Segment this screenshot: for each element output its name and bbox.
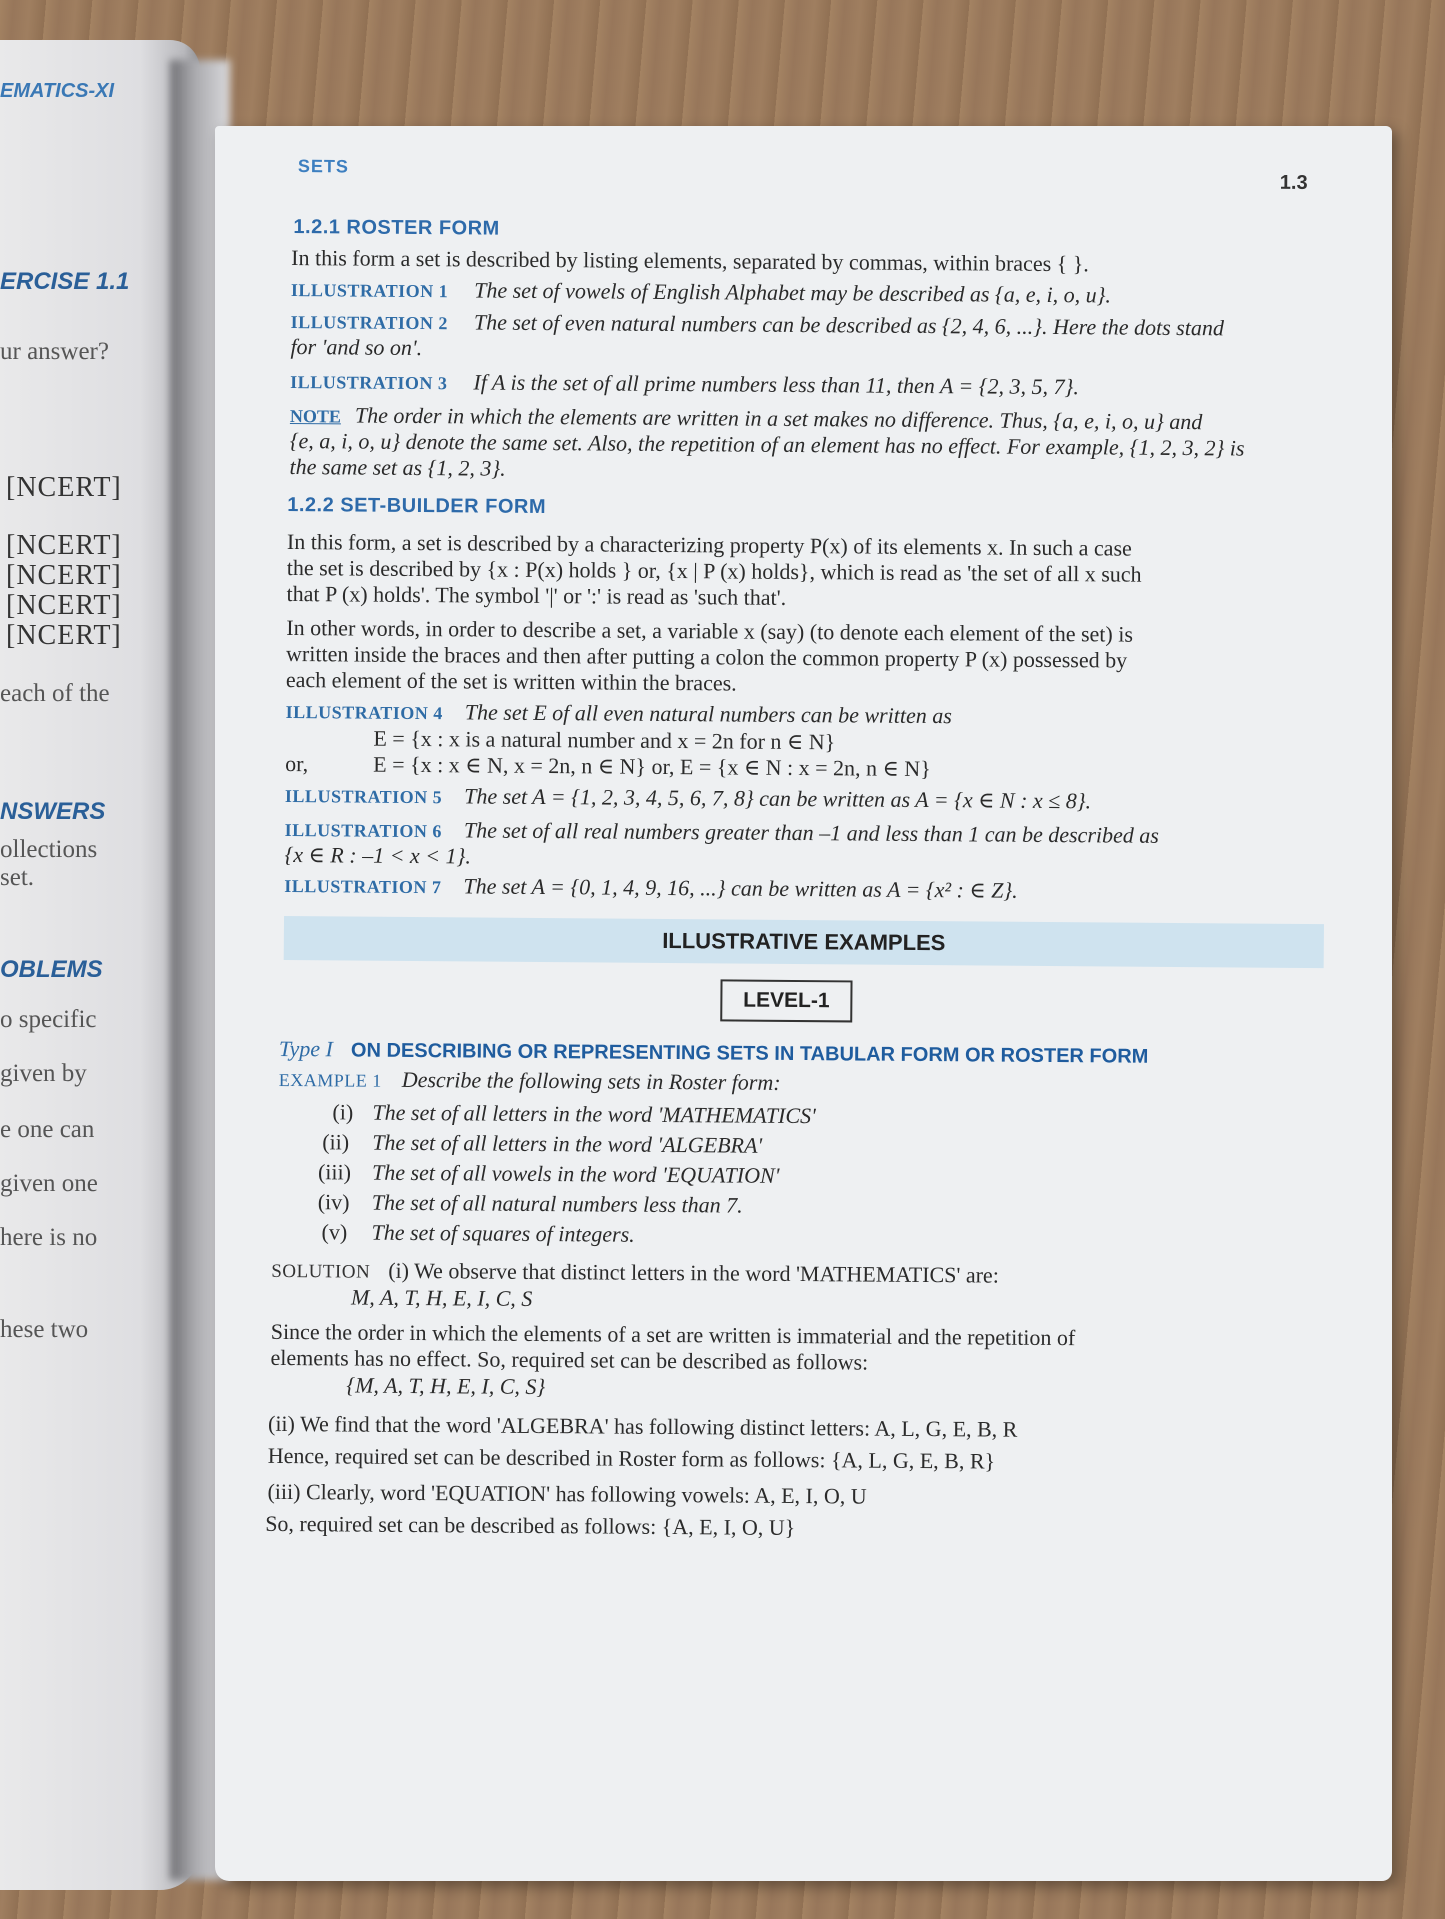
solution-line-7: So, required set can be described as follows: {A, E, I, O, U}	[265, 1510, 796, 1541]
item-number: (ii)	[322, 1129, 350, 1155]
left-ncert-tag: [NCERT]	[6, 560, 122, 591]
illustration-text: The set of vowels of English Alphabet may be described as {a, e, i, o, u}.	[474, 277, 1112, 308]
item-text: The set of all vowels in the word 'EQUATION'	[371, 1159, 780, 1188]
illustration-text: The set E of all even natural numbers can be written as	[464, 699, 952, 729]
solution-line-6: (iii) Clearly, word 'EQUATION' has following vowels: A, E, I, O, U	[267, 1478, 867, 1509]
left-fragment: e one can	[0, 1116, 95, 1143]
example-item	[321, 1218, 634, 1248]
page-number: 1.3	[1279, 171, 1308, 194]
running-head: SETS	[297, 156, 350, 177]
illustration-2	[291, 308, 1224, 341]
setbuilder-para2-line2: written inside the braces and then after putting a colon the common property P (x) possessed by	[285, 640, 1128, 673]
left-ncert-tag: [NCERT]	[6, 472, 122, 503]
left-ncert-tag: [NCERT]	[6, 530, 122, 561]
left-fragment: here is no	[0, 1224, 98, 1251]
section-heading-set-builder: 1.2.2 SET-BUILDER FORM	[287, 493, 547, 519]
illustrative-examples-banner	[284, 916, 1324, 968]
type-heading	[279, 1036, 1149, 1069]
illustration-label: ILLUSTRATION 3	[290, 372, 448, 394]
equation-e2: E = {x : x ∈ N, x = 2n, n ∈ N} or, E = {x ∈ N : x = 2n, n ∈ N}	[373, 751, 931, 782]
solution-set-1: {M, A, T, H, E, I, C, S}	[346, 1372, 546, 1400]
item-text: The set of squares of integers.	[371, 1219, 635, 1247]
illustration-label: ILLUSTRATION 4	[285, 701, 443, 724]
illustration-3	[290, 368, 1079, 400]
illustration-label: ILLUSTRATION 6	[284, 819, 442, 842]
left-fragment: ur answer?	[0, 338, 109, 365]
solution-line-5: Hence, required set can be described in Roster form as follows: {A, L, G, E, B, R}	[267, 1442, 996, 1474]
left-fragment: given one	[0, 1170, 98, 1197]
item-text: The set of all letters in the word 'MATHEMATICS'	[372, 1099, 816, 1129]
item-number: (i)	[332, 1099, 354, 1125]
note-line-2: {e, a, i, o, u} denote the same set. Also, the repetition of an element has no effect. For example, {1, 2, 3, 2} is	[289, 428, 1245, 461]
left-ncert-tag: [NCERT]	[6, 620, 122, 651]
setbuilder-para2-line3: each element of the set is written within the braces.	[285, 666, 737, 696]
illustration-text: The set of even natural numbers can be described as {2, 4, 6, ...}. Here the dots stand	[473, 309, 1225, 341]
solution-letters: M, A, T, H, E, I, C, S	[350, 1284, 533, 1311]
illustration-label: ILLUSTRATION 5	[284, 785, 443, 808]
main-page	[215, 126, 1392, 1881]
illustration-text: The set of all real numbers greater than –1 and less than 1 can be described as	[463, 817, 1159, 848]
example-label: EXAMPLE 1	[278, 1069, 382, 1091]
roster-intro: In this form a set is described by listing elements, separated by commas, within braces { }.	[291, 245, 1089, 277]
example-text: Describe the following sets in Roster form:	[401, 1066, 781, 1095]
illustration-1	[291, 276, 1111, 308]
solution-line-2: Since the order in which the elements of a set are written is immaterial and the repetition of	[270, 1318, 1076, 1351]
page-content	[265, 156, 1330, 1541]
item-text: The set of all letters in the word 'ALGEBRA'	[372, 1129, 763, 1158]
left-answers-heading: NSWERS	[0, 798, 106, 825]
left-fragment: set.	[0, 864, 35, 891]
banner-title: ILLUSTRATIVE EXAMPLES	[662, 927, 946, 956]
item-text: The set of all natural numbers less than 7.	[371, 1189, 743, 1218]
solution-text: (i) We observe that distinct letters in the word 'MATHEMATICS' are:	[388, 1257, 999, 1288]
item-number: (v)	[321, 1219, 348, 1245]
note-label: NOTE	[289, 406, 342, 427]
left-fragment: given by	[0, 1060, 87, 1087]
example-item	[318, 1188, 743, 1219]
setbuilder-para2-line1: In other words, in order to describe a set, a variable x (say) (to denote each element of the set) is	[286, 614, 1134, 647]
left-ncert-tag: [NCERT]	[6, 590, 122, 621]
or-label: or,	[285, 750, 309, 777]
note-line-3: the same set as {1, 2, 3}.	[289, 454, 506, 481]
type-title: ON DESCRIBING OR REPRESENTING SETS IN TABULAR FORM OR ROSTER FORM	[350, 1039, 1149, 1068]
item-number: (iv)	[317, 1189, 350, 1215]
setbuilder-para1-line1: In this form, a set is described by a characterizing property P(x) of its elements x. In such a case	[286, 528, 1132, 561]
setbuilder-para1-line3: that P (x) holds'. The symbol '|' or ':' is read as 'such that'.	[286, 580, 787, 610]
item-number: (iii)	[317, 1159, 352, 1185]
example-item	[322, 1128, 762, 1159]
illustration-5	[285, 782, 1091, 814]
example-item	[318, 1158, 780, 1190]
left-fragment: ollections	[0, 836, 98, 863]
illustration-label: ILLUSTRATION 2	[290, 312, 448, 334]
type-label: Type I	[278, 1035, 334, 1062]
illustration-7	[284, 872, 1018, 904]
illustration-label: ILLUSTRATION 1	[290, 280, 449, 302]
example-1	[279, 1066, 781, 1096]
illustration-text: If A is the set of all prime numbers less than 11, then A = {2, 3, 5, 7}.	[473, 369, 1079, 400]
note-text: The order in which the elements are written in a set makes no difference. Thus, {a, e, i, o, u} and	[354, 402, 1203, 435]
left-problems-heading: OBLEMS	[0, 956, 103, 983]
illustration-2-continued: for 'and so on'.	[290, 334, 423, 361]
left-exercise-heading: ERCISE 1.1	[0, 268, 130, 295]
left-fragment: each of the	[0, 680, 110, 707]
left-running-head: EMATICS-XI	[0, 80, 115, 102]
illustration-text: The set A = {0, 1, 4, 9, 16, ...} can be written as A = {x² : ∈ Z}.	[463, 873, 1018, 903]
illustration-6-continued: {x ∈ R : –1 < x < 1}.	[284, 841, 471, 869]
left-fragment: o specific	[0, 1006, 97, 1033]
setbuilder-para1-line2: the set is described by {x : P(x) holds } or, {x | P (x) holds}, which is read as 'the set of all x such	[286, 554, 1142, 587]
level-box: LEVEL-1	[720, 979, 852, 1022]
solution-line-4: (ii) We find that the word 'ALGEBRA' has following distinct letters: A, L, G, E, B, R	[267, 1410, 1018, 1442]
solution-label: SOLUTION	[271, 1260, 371, 1283]
illustration-label: ILLUSTRATION 7	[284, 875, 442, 898]
section-heading-roster: 1.2.1 ROSTER FORM	[293, 216, 500, 240]
illustration-text: The set A = {1, 2, 3, 4, 5, 6, 7, 8} can be written as A = {x ∈ N : x ≤ 8}.	[464, 783, 1092, 814]
example-item	[332, 1098, 815, 1130]
left-fragment: hese two	[0, 1316, 89, 1343]
equation-e1: E = {x : x is a natural number and x = 2n for n ∈ N}	[373, 725, 836, 755]
solution-line-3: elements has no effect. So, required set can be described as follows:	[270, 1344, 869, 1375]
